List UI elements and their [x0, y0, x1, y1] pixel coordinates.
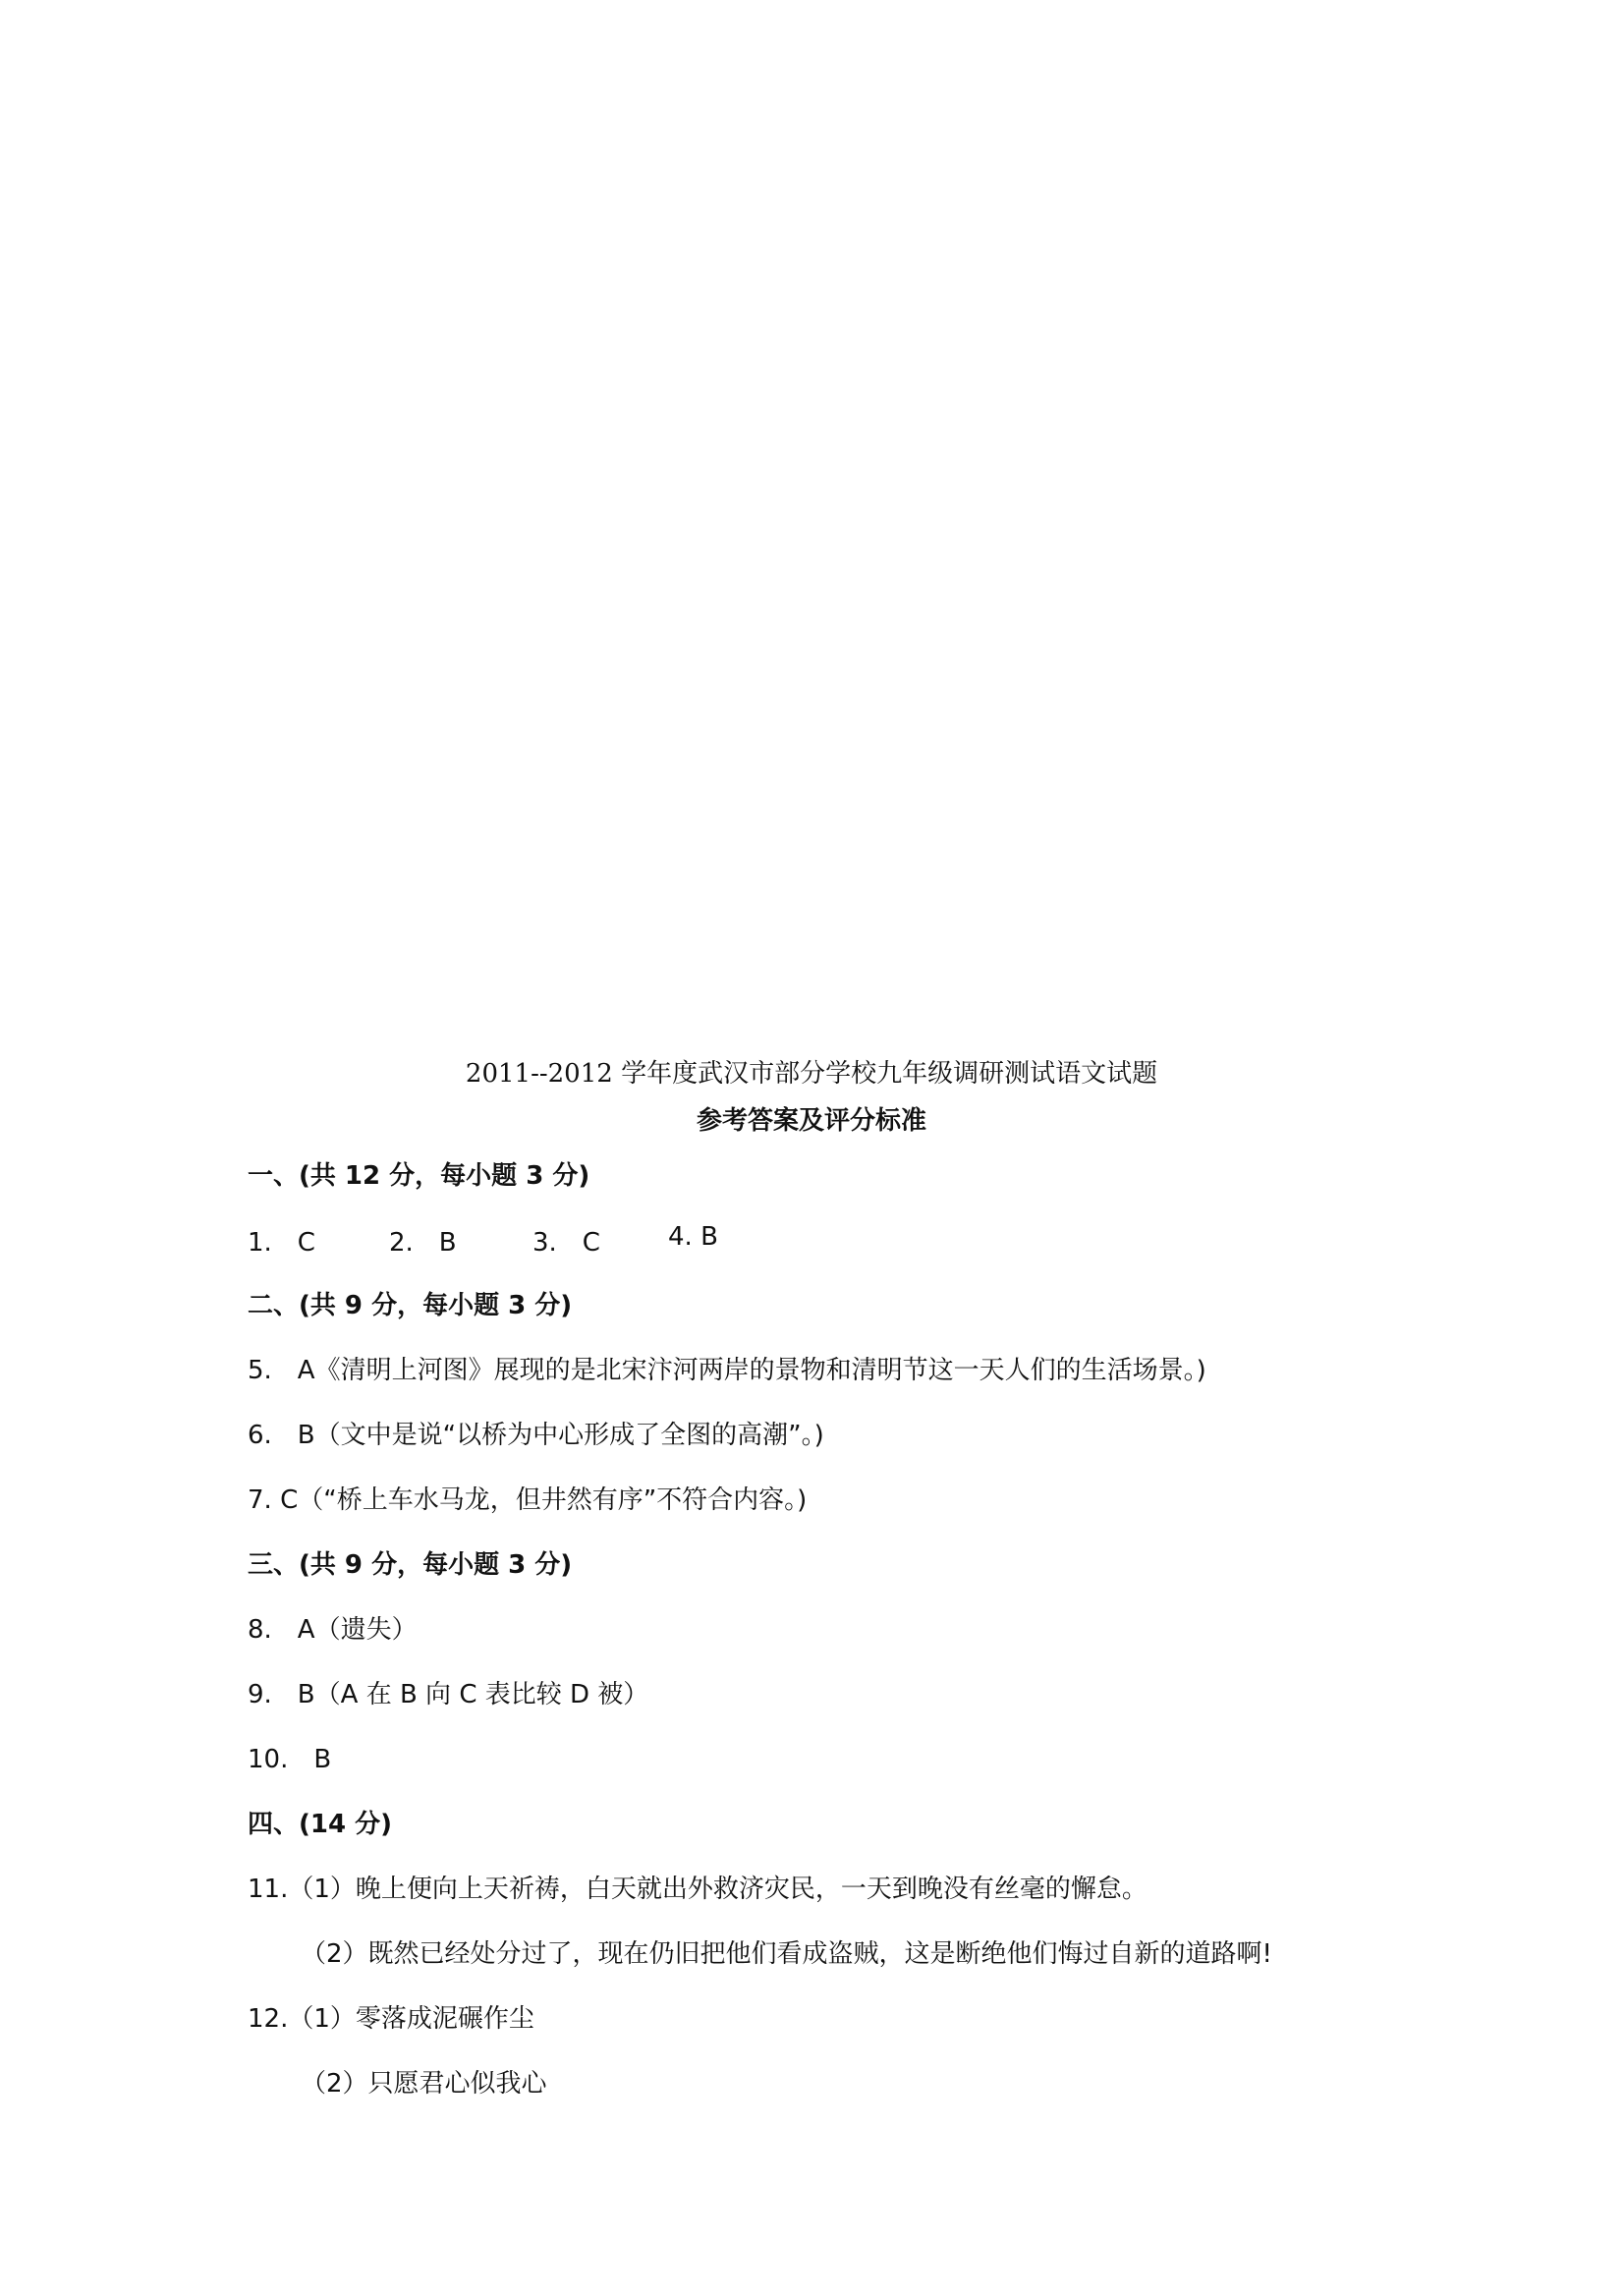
answer-12-1: 12.（1）零落成泥碾作尘 [248, 2004, 534, 2034]
answer-11-1: 11.（1）晚上便向上天祈祷，白天就出外救济灾民，一天到晚没有丝毫的懈怠。 [248, 1875, 1147, 1904]
answer-1: 1. C [248, 1228, 315, 1258]
answer-5: 5. A《清明上河图》展现的是北宋汴河两岸的景物和清明节这一天人们的生活场景。) [248, 1356, 1206, 1385]
section-3-heading: 三、(共 9 分，每小题 3 分) [248, 1550, 573, 1580]
answer-3: 3. C [532, 1228, 600, 1258]
answer-8: 8. A（遗失） [248, 1615, 418, 1645]
answer-10: 10. B [248, 1745, 332, 1774]
answer-7: 7. C（“桥上车水马龙，但井然有序”不符合内容。) [248, 1485, 808, 1515]
answer-4: 4. B [668, 1222, 718, 1252]
answer-9: 9. B（A 在 B 向 C 表比较 D 被） [248, 1680, 649, 1709]
answer-12-2: （2）只愿君心似我心 [301, 2069, 547, 2099]
answer-2: 2. B [389, 1228, 457, 1258]
answer-11-2: （2）既然已经处分过了，现在仍旧把他们看成盗贼，这是断绝他们悔过自新的道路啊! [301, 1939, 1272, 1969]
section-4-heading: 四、(14 分) [248, 1810, 392, 1839]
section-1-answers [248, 1222, 935, 1256]
section-1-heading: 一、(共 12 分，每小题 3 分) [248, 1161, 590, 1191]
document-title: 2011--2012 学年度武汉市部分学校九年级调研测试语文试题 [465, 1059, 1158, 1089]
section-2-heading: 二、(共 9 分，每小题 3 分) [248, 1291, 573, 1320]
document-subtitle: 参考答案及评分标准 [696, 1106, 926, 1136]
answer-6: 6. B（文中是说“以桥为中心形成了全图的高潮”。) [248, 1421, 824, 1450]
